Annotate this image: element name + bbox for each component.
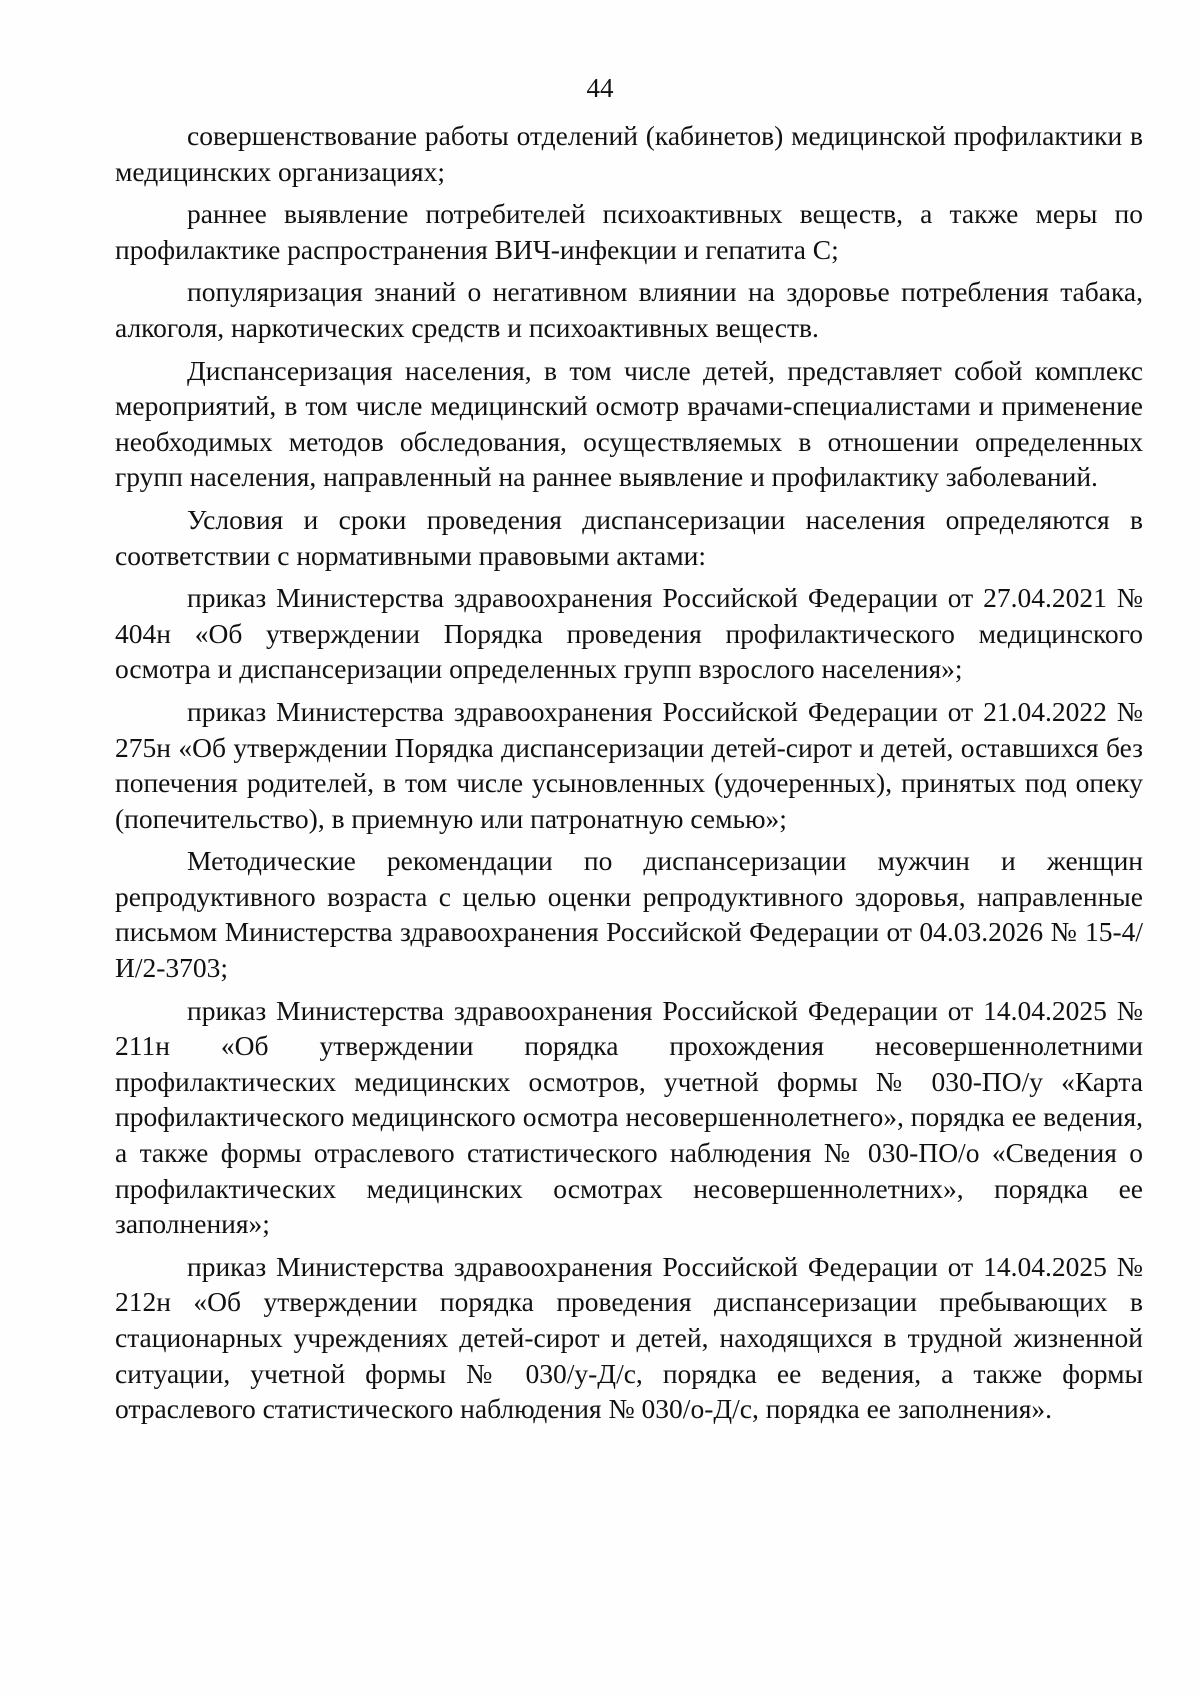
paragraph-methodical-recommendations: Методические рекомендации по диспансеризации мужчин и женщин репродуктивного возраста с целью оценки репродуктивного здоровья, направленные письмом Министерства здравоохранения Российской Федерации от 04.03.2026 № 15-4/И/2-3703; [115, 845, 1143, 984]
paragraph-order-212n: приказ Министерства здравоохранения Российской Федерации от 14.04.2025 № 212н «Об утверждении порядка проведения диспансеризации пребывающих в стационарных учреждениях детей-сирот и детей, находящихся в трудной жизненной ситуации, учетной формы № 030/у-Д/с, порядка ее ведения, а также формы отраслевого статистического наблюдения № 030/о-Д/с, порядка ее заполнения». [115, 1250, 1143, 1425]
paragraph-knowledge-popularization: популяризация знаний о негативном влиянии на здоровье потребления табака, алкоголя, наркотических средств и психоактивных веществ. [115, 276, 1143, 343]
paragraph-early-detection: раннее выявление потребителей психоактивных веществ, а также меры по профилактике распространения ВИЧ-инфекции и гепатита С; [115, 198, 1143, 265]
paragraph-conditions-intro: Условия и сроки проведения диспансеризации населения определяются в соответствии с нормативными правовыми актами: [115, 503, 1143, 571]
paragraph-order-211n: приказ Министерства здравоохранения Российской Федерации от 14.04.2025 № 211н «Об утверждении порядка прохождения несовершеннолетними профилактических медицинских осмотров, учетной формы № 030-ПО/у «Карта профилактического медицинского осмотра несовершеннолетнего», порядка ее ведения, а также формы отраслевого статистического наблюдения № 030-ПО/о «Сведения о профилактических медицинских осмотрах несовершеннолетних», порядка ее заполнения»; [115, 994, 1143, 1240]
paragraph-order-275n: приказ Министерства здравоохранения Российской Федерации от 21.04.2022 № 275н «Об утверждении Порядка диспансеризации детей-сирот и детей, оставшихся без попечения родителей, в том числе усыновленных (удочеренных), принятых под опеку (попечительство), в приемную или патронатную семью»; [115, 695, 1143, 834]
document-body [115, 118, 1143, 1427]
page-number: 44 [586, 73, 614, 103]
paragraph-medical-prevention-units: совершенствование работы отделений (кабинетов) медицинской профилактики в медицинских организациях; [115, 120, 1143, 187]
paragraph-dispensary-definition: Диспансеризация населения, в том числе детей, представляет собой комплекс мероприятий, в том числе медицинский осмотр врачами-специалистами и применение необходимых методов обследования, осуществляемых в отношении определенных групп населения, направленный на раннее выявление и профилактику заболеваний. [115, 354, 1143, 493]
paragraph-order-404n: приказ Министерства здравоохранения Российской Федерации от 27.04.2021 № 404н «Об утверждении Порядка проведения профилактического медицинского осмотра и диспансеризации определенных групп взрослого населения»; [115, 582, 1143, 685]
